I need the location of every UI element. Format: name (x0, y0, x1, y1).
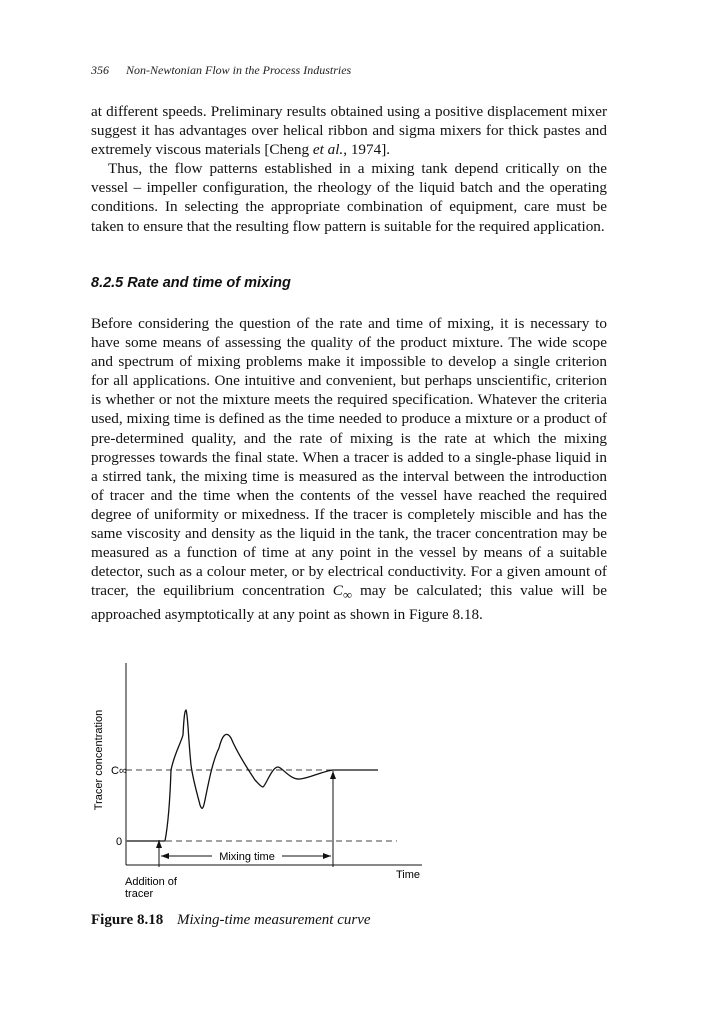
body-text-section (91, 314, 607, 625)
body-text-top (91, 102, 607, 236)
mixing-time-label: Mixing time (219, 851, 275, 863)
paragraph-3-end: may be calculated; this value will be approached asymptotically at any point as shown in Figure 8.18. (91, 582, 607, 624)
caption-text: Mixing-time measurement curve (176, 912, 371, 928)
paragraph-3-text: Before considering the question of the rate and time of mixing, it is necessary to have some means of assessing the quality of the product mixture. The wide scope and spectrum of mixing problems make it impossible to develop a single criterion for all applications. One intuitive and convenient, but perhaps unscientific, criterion is whether or not the mixture meets the required specification. Whatever the criteria used, mixing time is defined as the time needed to produce a mixture or a product of pre-determined quality, and the rate of mixing is the rate at which the mixing progresses towards the final state. When a tracer is added to a single-phase liquid in a stirred tank, the mixing time is measured as the interval between the introduction of tracer and the time when the contents of the vessel have reached the required degree of uniformity or mixedness. If the tracer is completely miscible and has the same viscosity and density as the liquid in the tank, the tracer concentration may be measured as a function of time at any point in the vessel by means of a suitable detector, such as a colour meter, or by electrical conductivity. For a given amount of tracer, the equilibrium concentration (91, 315, 607, 600)
y-axis-label: Tracer concentration (93, 709, 105, 811)
addition-label-line1: Addition of (125, 876, 177, 888)
citation-etal: et al. (312, 141, 344, 159)
running-header (91, 63, 351, 78)
zero-tick-label: 0 (116, 836, 123, 848)
mixing-time-figure (85, 655, 435, 905)
equilibrium-concentration-symbol: C (332, 582, 343, 600)
concentration-curve (127, 710, 378, 841)
paragraph-1-text: at different speeds. Preliminary results obtained using a positive displacement mixer suggest it has advantages over helical ribbon and sigma mixers for thick pastes and extremely viscous materials [Cheng (91, 103, 607, 159)
figure-caption (91, 912, 371, 929)
page-number: 356 (91, 63, 109, 77)
paragraph-1-end: , 1974]. (343, 141, 391, 159)
x-axis-label: Time (396, 869, 421, 881)
addition-label-line2: tracer (125, 888, 154, 900)
caption-label: Figure 8.18 (91, 912, 164, 928)
paragraph-3 (91, 314, 607, 625)
paragraph-2: Thus, the flow patterns established in a mixing tank depend critically on the vessel – impeller configuration, the rheology of the liquid batch and the operating conditions. In selecting the appropriate combination of equipment, care must be taken to ensure that the resulting flow pattern is suitable for the required application. (91, 160, 607, 235)
running-title: Non-Newtonian Flow in the Process Industries (126, 63, 352, 77)
infinity-subscript: ∞ (342, 588, 352, 603)
paragraph-1 (91, 102, 607, 159)
section-heading: 8.2.5 Rate and time of mixing (91, 275, 291, 291)
figure-svg (85, 655, 435, 905)
cinf-tick-label: C∞ (111, 765, 127, 777)
